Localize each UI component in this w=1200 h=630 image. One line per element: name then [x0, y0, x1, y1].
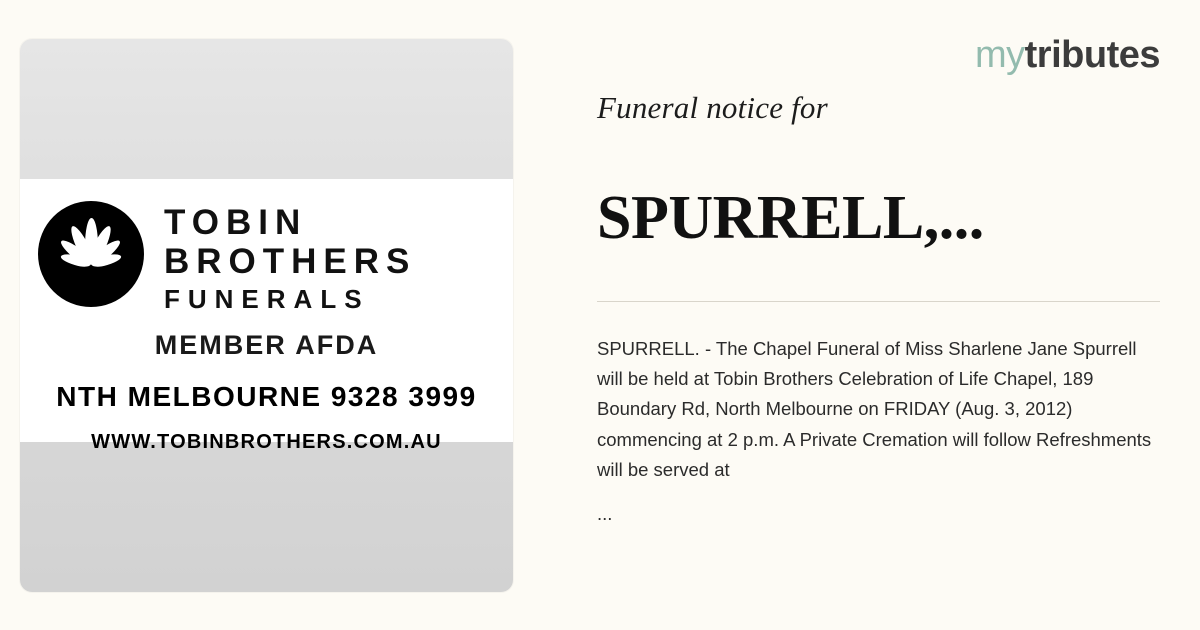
logo-band — [20, 179, 513, 453]
logo-location-phone: NTH MELBOURNE 9328 3999 — [56, 380, 477, 412]
tobin-brothers-lotus-icon — [38, 201, 144, 307]
brand-text-my: my — [974, 34, 1025, 76]
logo-website: WWW.TOBINBROTHERS.COM.AU — [91, 430, 442, 453]
funeral-home-logo-image — [20, 39, 513, 592]
logo-company-line-2: BROTHERS — [164, 241, 417, 281]
content-pane — [533, 0, 1200, 630]
page-title: SPURRELL,... — [597, 184, 984, 252]
logo-membership-text: MEMBER AFDA — [154, 329, 379, 360]
notice-kicker: Funeral notice for — [597, 90, 828, 125]
notice-truncation-indicator: ... — [597, 503, 613, 525]
content-divider — [597, 301, 1160, 302]
logo-primary-row — [20, 189, 513, 314]
logo-wordmark — [144, 197, 499, 314]
notice-body-text: SPURRELL. - The Chapel Funeral of Miss Sharlene Jane Spurrell will be held at Tobin Brothers Celebration of Life Chapel, 189 Boundary Rd, North Melbourne on FRIDAY (Aug. 3, 2012) commencing at 2 p.m. A Private Cremation will follow Refreshments will be served at — [597, 338, 1152, 480]
image-pane — [0, 0, 533, 630]
brand-text-tributes: tributes — [1024, 34, 1160, 76]
logo-company-line-1: TOBIN — [164, 202, 308, 242]
logo-company-line-3: FUNERALS — [164, 283, 370, 314]
mytributes-logo — [975, 34, 1160, 77]
